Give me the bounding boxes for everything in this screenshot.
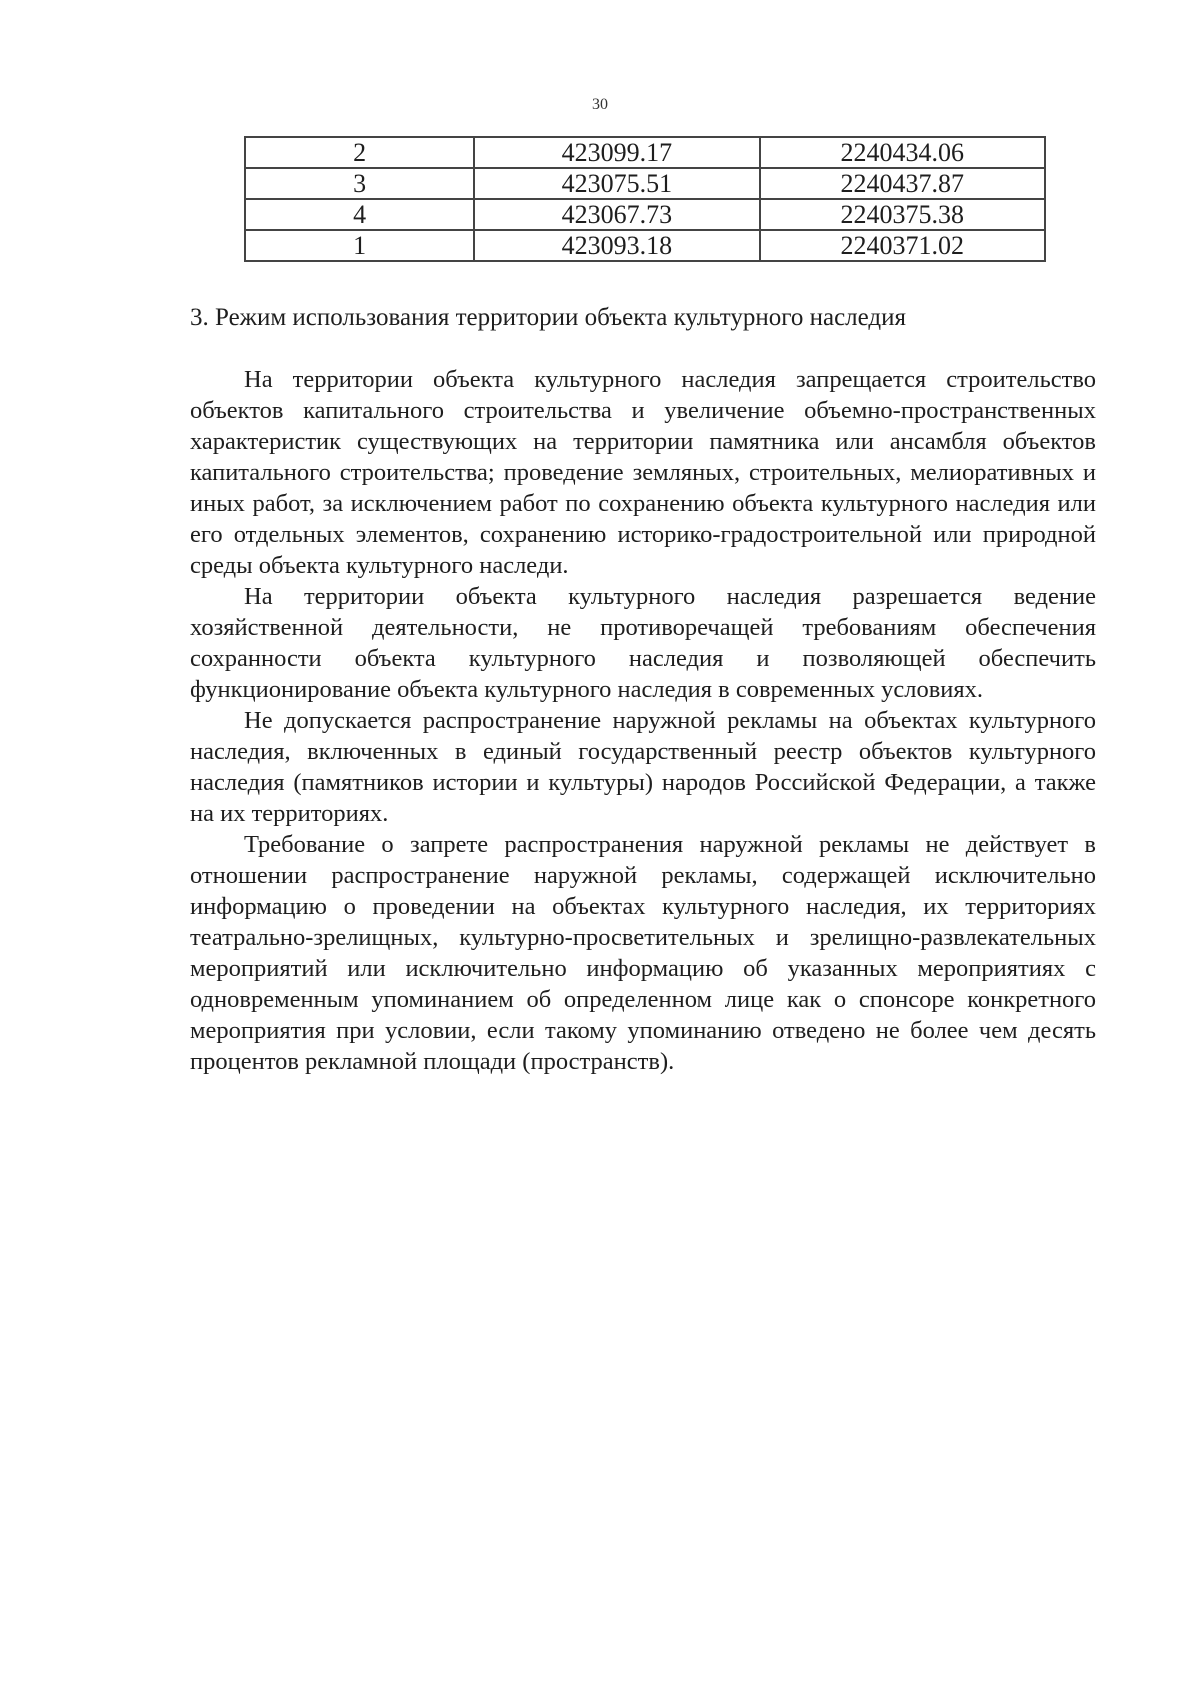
y-coordinate-cell: 2240437.87 [760,168,1045,199]
x-coordinate-cell: 423093.18 [474,230,759,261]
paragraph: На территории объекта культурного наследия разрешается ведение хозяйственной деятельности, не противоречащей требованиям обеспечения сохранности объекта культурного наследия и позволяющей обеспечить функционирование объекта культурного наследия в современных условиях. [190,583,1096,703]
table-row [245,199,1045,230]
coordinates-table [244,136,1046,262]
y-coordinate-cell: 2240375.38 [760,199,1045,230]
point-number-cell: 4 [245,199,474,230]
point-number-cell: 1 [245,230,474,261]
y-coordinate-cell: 2240371.02 [760,230,1045,261]
paragraph: На территории объекта культурного наследия запрещается строительство объектов капитального строительства и увеличение объемно-пространственных характеристик существующих на территории памятника или ансамбля объектов капитального строительства; проведение земляных, строительных, мелиоративных и иных работ, за исключением работ по сохранению объекта культурного наследия или его отдельных элементов, сохранению историко-градостроительной или природной среды объекта культурного наследи. [190,366,1096,579]
x-coordinate-cell: 423099.17 [474,137,759,168]
table-row [245,168,1045,199]
paragraph: Требование о запрете распространения наружной рекламы не действует в отношении распространение наружной рекламы, содержащей исключительно информацию о проведении на объектах культурного наследия, их территориях театрально-зрелищных, культурно-просветительных и зрелищно-развлекательных мероприятий или исключительно информацию об указанных мероприятиях с одновременным упоминанием об определенном лице как о спонсоре конкретного мероприятия при условии, если такому упоминанию отведено не более чем десять процентов рекламной площади (пространств). [190,831,1096,1075]
section-heading: 3. Режим использования территории объекта культурного наследия [190,304,907,331]
x-coordinate-cell: 423075.51 [474,168,759,199]
section-body [190,364,1096,1077]
page-number: 30 [592,96,608,113]
x-coordinate-cell: 423067.73 [474,199,759,230]
table-row [245,137,1045,168]
y-coordinate-cell: 2240434.06 [760,137,1045,168]
table-row [245,230,1045,261]
paragraph: Не допускается распространение наружной рекламы на объектах культурного наследия, включенных в единый государственный реестр объектов культурного наследия (памятников истории и культуры) народов Российской Федерации, а также на их территориях. [190,707,1096,827]
point-number-cell: 3 [245,168,474,199]
point-number-cell: 2 [245,137,474,168]
